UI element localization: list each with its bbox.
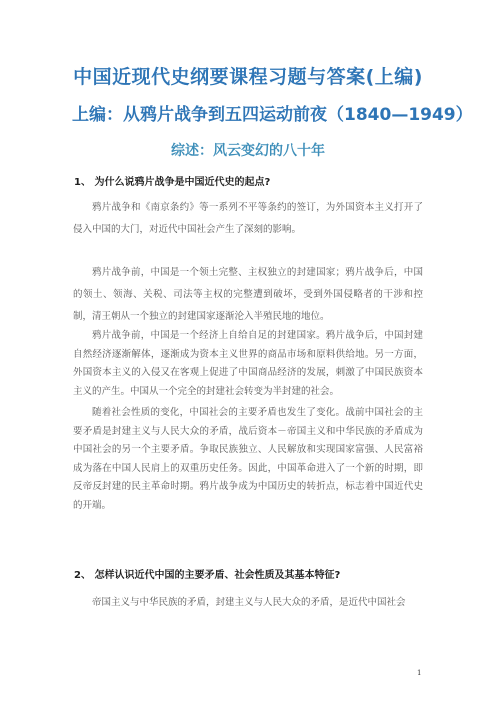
section-heading: 综述：风云变幻的八十年 [171,143,325,159]
question-heading-2: 2、 怎样认识近代中国的主要矛盾、社会性质及其基本特征? [74,570,341,581]
page-number: 1 [417,669,422,677]
document-title: 中国近现代史纲要课程习题与答案(上编) [73,66,423,88]
body-paragraph-2: 鸦片战争前，中国是一个领土完整、主权独立的封建国家；鸦片战争后，中国的领土、领海、关税、司法等主权的完整遭到破坏，受到外国侵略者的干涉和控制，清王朝从一个独立的封建国家逐渐沦入半殖民地的地位。 [73,267,423,322]
body-paragraph-1: 鸦片战争和《南京条约》等一系列不平等条约的签订，为外国资本主义打开了侵入中国的大门，对近代中国社会产生了深刻的影响。 [73,202,423,235]
body-paragraph-5: 帝国主义与中华民族的矛盾，封建主义与人民大众的矛盾，是近代中国社会 [92,597,406,608]
body-paragraph-3: 鸦片战争前，中国是一个经济上自给自足的封建国家。鸦片战争后，中国封建自然经济逐渐解体，逐渐成为资本主义世界的商品市场和原料供给地。另一方面，外国资本主义的入侵又在客观上促进了中国商品经济的发展，刺激了中国民族资本主义的产生。中国从一个完全的封建社会转变为半封建的社会。 [73,330,423,397]
question-heading-1: 1、 为什么说鸦片战争是中国近代史的起点? [74,177,271,188]
body-paragraph-4: 随着社会性质的变化，中国社会的主要矛盾也发生了变化。战前中国社会的主要矛盾是封建主义与人民大众的矛盾，战后资本－帝国主义和中华民族的矛盾成为中国社会的另一个主要矛盾。争取民族独立、人民解放和实现国家富强、人民富裕成为落在中国人民肩上的双重历史任务。因此，中国革命进入了一个新的时期，即反帝反封建的民主革命时期。鸦片战争成为中国历史的转折点，标志着中国近代史的开端。 [73,407,423,511]
document-subtitle: 上编：从鸦片战争到五四运动前夜（1840—1949） [72,105,473,125]
